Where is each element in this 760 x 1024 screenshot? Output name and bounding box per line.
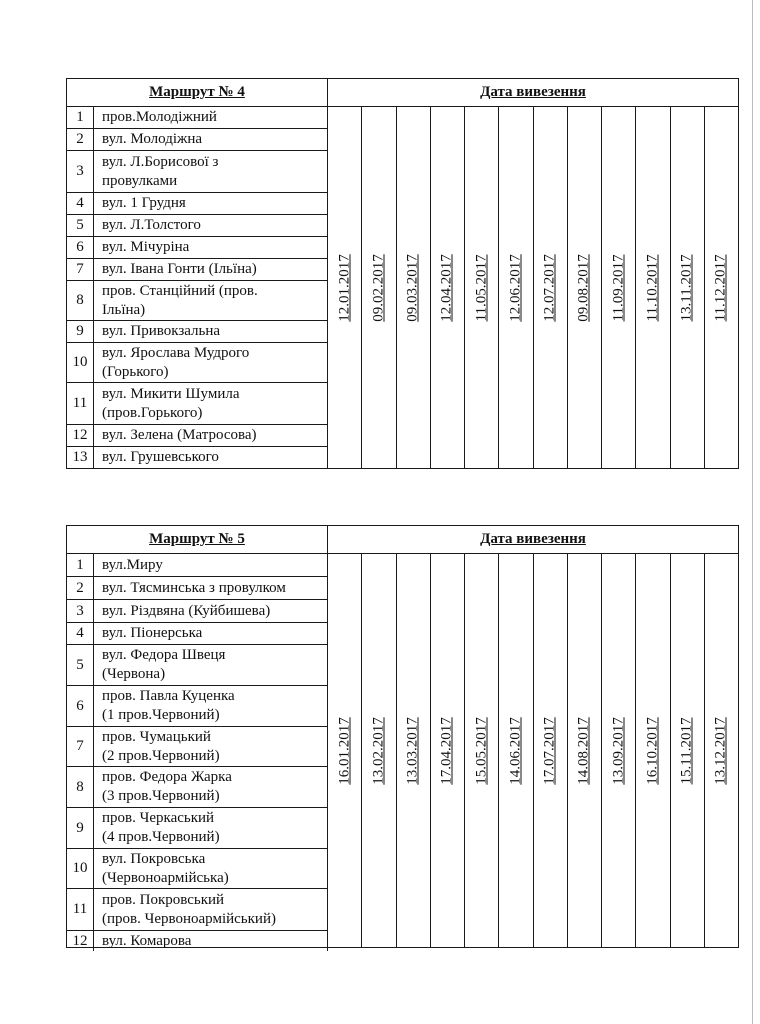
street-name-line: вул. Мічуріна	[102, 239, 190, 255]
row-number: 13	[67, 447, 94, 468]
row-number: 3	[67, 600, 94, 622]
street-name-line: вул. Привокзальна	[102, 323, 221, 339]
street-row	[67, 343, 327, 383]
street-row	[67, 259, 327, 281]
street-name	[94, 447, 327, 468]
street-name	[94, 849, 327, 888]
date-column	[397, 554, 431, 947]
street-name	[94, 577, 327, 599]
street-name-line: пров. Чумацький	[102, 728, 211, 745]
date-header: Дата вивезення	[480, 531, 586, 547]
street-name-line: вул.Миру	[102, 556, 163, 573]
route-table	[66, 525, 739, 948]
street-name-line: пров. Станційний (пров.	[102, 282, 258, 299]
street-row	[67, 321, 327, 343]
street-name-line: (Горького)	[102, 363, 169, 380]
street-name-line: пров. Покровський	[102, 891, 225, 908]
date-column	[568, 554, 602, 947]
date-column	[705, 107, 738, 468]
row-number: 11	[67, 383, 94, 424]
street-name	[94, 889, 327, 930]
street-name	[94, 686, 327, 726]
table-header	[67, 79, 738, 107]
row-number: 10	[67, 343, 94, 382]
date-column	[328, 554, 362, 947]
collection-date: 13.09.2017	[610, 716, 627, 785]
street-list	[67, 107, 328, 468]
row-number: 10	[67, 849, 94, 888]
collection-date: 17.07.2017	[541, 716, 558, 785]
street-name	[94, 321, 327, 342]
street-name-line: провулками	[102, 172, 178, 189]
street-row	[67, 577, 327, 600]
street-name	[94, 151, 327, 192]
row-number: 2	[67, 129, 94, 150]
street-name-line: вул. Л.Борисової з	[102, 153, 219, 170]
date-column	[465, 554, 499, 947]
street-name	[94, 554, 327, 576]
street-row	[67, 849, 327, 889]
street-name	[94, 193, 327, 214]
street-name-line: (4 пров.Червоний)	[102, 829, 220, 845]
street-name	[94, 259, 327, 280]
date-column	[499, 554, 533, 947]
street-name	[94, 343, 327, 382]
street-name	[94, 808, 327, 848]
street-name-line: вул. Микити Шумила	[102, 385, 240, 402]
street-row	[67, 767, 327, 808]
collection-date: 13.11.2017	[678, 254, 695, 321]
street-name	[94, 931, 327, 951]
street-name-line: вул. Грушевського	[102, 449, 219, 465]
date-column	[602, 107, 636, 468]
street-row	[67, 645, 327, 686]
collection-date: 13.12.2017	[712, 716, 729, 785]
street-name-line: вул. Різдвяна (Куйбишева)	[102, 602, 271, 619]
street-name-line: пров.Молодіжний	[102, 109, 217, 125]
row-number: 12	[67, 931, 94, 951]
street-name	[94, 281, 327, 320]
row-number: 6	[67, 237, 94, 258]
date-column	[705, 554, 738, 947]
street-row	[67, 727, 327, 767]
street-name	[94, 767, 327, 807]
row-number: 8	[67, 281, 94, 320]
collection-date: 11.05.2017	[473, 254, 490, 321]
street-name	[94, 645, 327, 685]
row-number: 9	[67, 321, 94, 342]
row-number: 6	[67, 686, 94, 726]
collection-date: 13.03.2017	[404, 716, 421, 785]
row-number: 1	[67, 107, 94, 128]
date-column	[431, 107, 465, 468]
date-column	[499, 107, 533, 468]
date-column	[534, 107, 568, 468]
street-name-line: вул. Піонерська	[102, 625, 203, 641]
street-name-line: вул. Зелена (Матросова)	[102, 427, 257, 443]
row-number: 4	[67, 623, 94, 644]
row-number: 3	[67, 151, 94, 192]
collection-date: 13.02.2017	[370, 716, 387, 785]
collection-date: 11.12.2017	[712, 254, 729, 321]
row-number: 12	[67, 425, 94, 446]
date-column	[362, 107, 396, 468]
street-row	[67, 281, 327, 321]
street-name-line: пров. Федора Жарка	[102, 769, 232, 785]
collection-date: 15.11.2017	[678, 717, 695, 784]
street-row	[67, 237, 327, 259]
street-name	[94, 215, 327, 236]
date-column	[362, 554, 396, 947]
street-name	[94, 727, 327, 766]
date-column	[397, 107, 431, 468]
row-number: 7	[67, 259, 94, 280]
route-title: Маршрут № 4	[67, 79, 328, 106]
street-name-line: (пров. Червоноармійський)	[102, 910, 276, 927]
street-row	[67, 623, 327, 645]
collection-date: 09.02.2017	[370, 253, 387, 322]
collection-date: 16.01.2017	[336, 716, 353, 785]
date-column	[636, 107, 670, 468]
table-header	[67, 526, 738, 554]
street-name-line: Ільїна)	[102, 301, 146, 318]
street-row	[67, 425, 327, 447]
street-row	[67, 600, 327, 623]
street-row	[67, 889, 327, 931]
street-name-line: (1 пров.Червоний)	[102, 707, 220, 723]
street-name-line: вул. Л.Толстого	[102, 217, 201, 233]
street-name-line: (Червоноармійська)	[102, 869, 229, 886]
row-number: 9	[67, 808, 94, 848]
street-name-line: (Червона)	[102, 666, 166, 682]
street-row	[67, 686, 327, 727]
street-name	[94, 425, 327, 446]
street-row	[67, 383, 327, 425]
route-title: Маршрут № 5	[67, 526, 328, 553]
street-row	[67, 193, 327, 215]
row-number: 5	[67, 215, 94, 236]
street-name	[94, 383, 327, 424]
page-edge-line	[752, 0, 753, 1024]
collection-date: 11.10.2017	[644, 254, 661, 321]
street-row	[67, 931, 327, 951]
street-name-line: вул. Молодіжна	[102, 131, 203, 147]
street-name-line: вул. 1 Грудня	[102, 195, 186, 211]
street-name	[94, 623, 327, 644]
date-column	[671, 554, 705, 947]
street-name-line: пров. Павла Куценка	[102, 688, 235, 704]
street-name-line: вул. Івана Гонти (Ільїна)	[102, 261, 257, 277]
row-number: 7	[67, 727, 94, 766]
row-number: 2	[67, 577, 94, 599]
street-row	[67, 129, 327, 151]
date-column	[534, 554, 568, 947]
street-row	[67, 447, 327, 468]
collection-date: 14.08.2017	[575, 716, 592, 785]
collection-date: 12.04.2017	[438, 253, 455, 322]
collection-date: 17.04.2017	[438, 716, 455, 785]
street-name-line: вул. Тясминська з провулком	[102, 579, 286, 596]
date-column	[328, 107, 362, 468]
street-name	[94, 600, 327, 622]
street-name-line: вул. Комарова	[102, 932, 192, 949]
collection-date: 15.05.2017	[473, 716, 490, 785]
street-name-line: пров. Черкаський	[102, 810, 215, 826]
collection-date: 12.06.2017	[507, 253, 524, 322]
street-name-line: вул. Ярослава Мудрого	[102, 344, 250, 361]
collection-date: 09.08.2017	[575, 253, 592, 322]
street-row	[67, 554, 327, 577]
street-name-line: (3 пров.Червоний)	[102, 788, 220, 804]
street-name	[94, 129, 327, 150]
collection-date: 14.06.2017	[507, 716, 524, 785]
collection-date: 12.01.2017	[336, 253, 353, 322]
row-number: 4	[67, 193, 94, 214]
date-column	[568, 107, 602, 468]
street-name-line: вул. Покровська	[102, 850, 206, 867]
street-name-line: (2 пров.Червоний)	[102, 747, 220, 764]
street-row	[67, 215, 327, 237]
date-column	[431, 554, 465, 947]
row-number: 11	[67, 889, 94, 930]
date-header: Дата вивезення	[480, 84, 586, 100]
date-columns	[328, 107, 738, 468]
collection-date: 12.07.2017	[541, 253, 558, 322]
street-row	[67, 107, 327, 129]
date-column	[465, 107, 499, 468]
street-name	[94, 237, 327, 258]
date-column	[602, 554, 636, 947]
date-column	[671, 107, 705, 468]
street-name-line: (пров.Горького)	[102, 404, 203, 421]
street-name-line: вул. Федора Швеця	[102, 647, 226, 663]
street-name	[94, 107, 327, 128]
date-columns	[328, 554, 738, 947]
street-row	[67, 151, 327, 193]
street-list	[67, 554, 328, 951]
collection-date: 11.09.2017	[610, 254, 627, 321]
route-table	[66, 78, 739, 469]
date-column	[636, 554, 670, 947]
street-row	[67, 808, 327, 849]
row-number: 8	[67, 767, 94, 807]
row-number: 1	[67, 554, 94, 576]
collection-date: 16.10.2017	[644, 716, 661, 785]
collection-date: 09.03.2017	[404, 253, 421, 322]
row-number: 5	[67, 645, 94, 685]
